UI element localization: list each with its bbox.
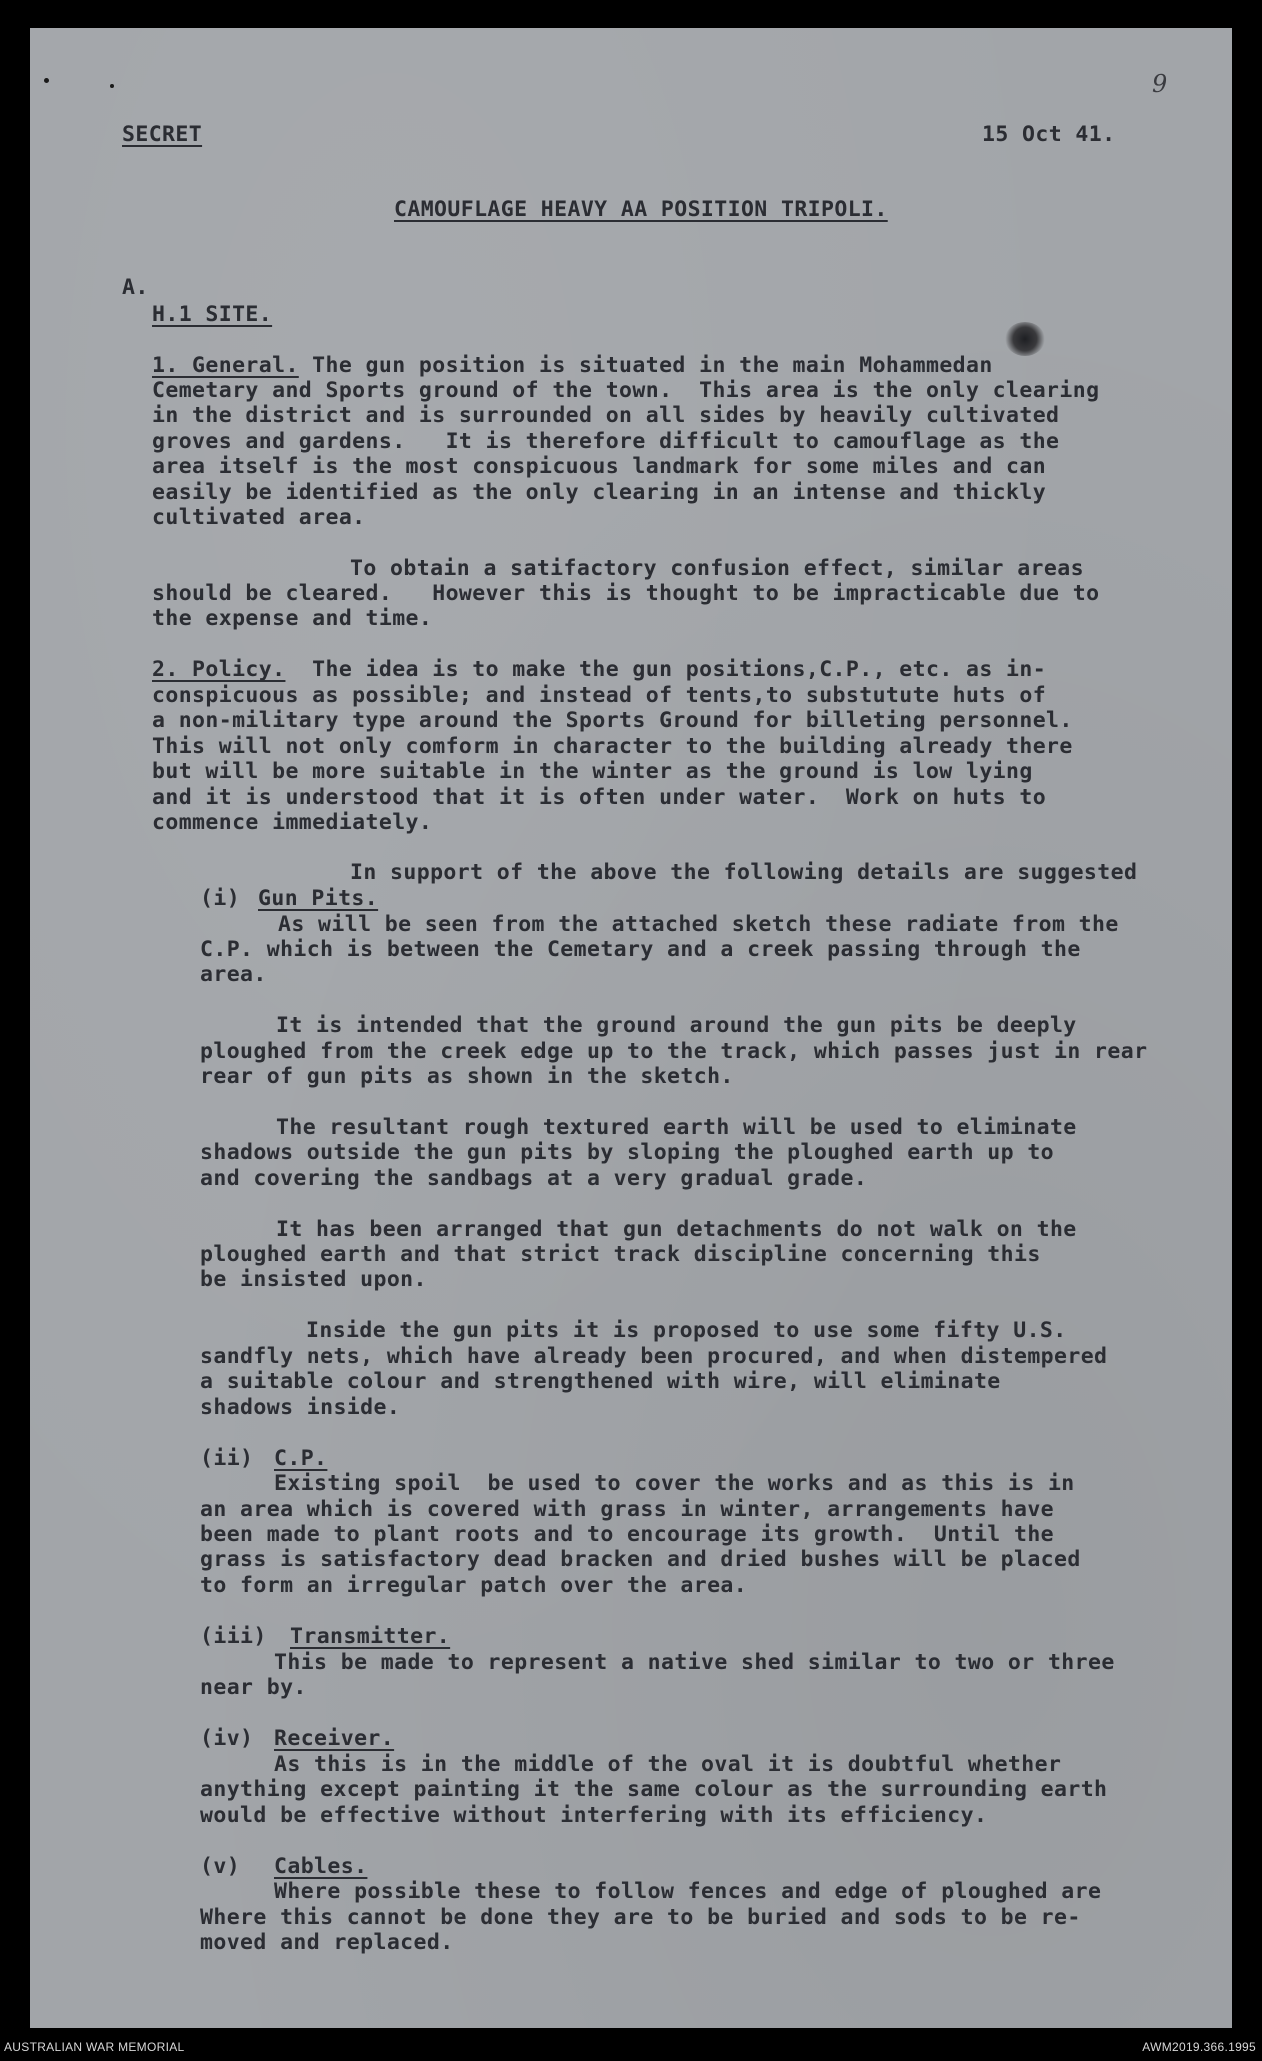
paragraph-line: grass is satisfactory dead bracken and dried bushes will be placed [200,1547,1081,1572]
punch-mark [44,78,49,83]
paragraph-line: groves and gardens. It is therefore difficult to camouflage as the [152,429,1060,454]
item-heading: Receiver. [274,1726,395,1751]
paragraph-line: This will not only comform in character to the building already there [152,734,1073,759]
paragraph-line: As will be seen from the attached sketch these radiate from the [278,912,1119,937]
paragraph-line: C.P. which is between the Cemetary and a creek passing through the [200,937,1081,962]
ink-blot [1005,322,1045,356]
paragraph-line: to form an irregular patch over the area. [200,1573,748,1598]
paragraph-line: been made to plant roots and to encourage its growth. Until the [200,1522,1055,1547]
paragraph-line: As this is in the middle of the oval it is doubtful whether [274,1752,1062,1777]
paragraph-line: area itself is the most conspicuous landmark for some miles and can [152,454,1047,479]
para-heading-general: 1. General. [152,353,299,378]
paragraph-line: Where this cannot be done they are to be buried and sods to be re- [200,1905,1081,1930]
item-heading: Cables. [274,1854,368,1879]
paragraph-line: Existing spoil be used to cover the works and as this is in [274,1471,1075,1496]
paragraph-line: in the district and is surrounded on all sides by heavily cultivated [152,403,1060,428]
para-heading-policy: 2. Policy. [152,657,286,682]
item-number: (i) [200,886,241,911]
paragraph-line: anything except painting it the same colour as the surrounding earth [200,1777,1108,1802]
paragraph-line: a suitable colour and strengthened with wire, will eliminate [200,1369,1001,1394]
paragraph-line: It is intended that the ground around the gun pits be deeply [276,1013,1077,1038]
paragraph-line: commence immediately. [152,810,433,835]
paragraph-line: ploughed from the creek edge up to the track, which passes just in rear [200,1039,1148,1064]
paragraph-line: ploughed earth and that strict track discipline concerning this [200,1242,1041,1267]
paragraph-line: an area which is covered with grass in winter, arrangements have [200,1497,1055,1522]
paragraph-line: Cemetary and Sports ground of the town. This area is the only clearing [152,378,1100,403]
paragraph-line: but will be more suitable in the winter as the ground is low lying [152,759,1033,784]
paragraph-line: It has been arranged that gun detachments do not walk on the [276,1217,1077,1242]
site-heading: H.1 SITE. [152,302,273,327]
paragraph-line: conspicuous as possible; and instead of tents,to substutute huts of [152,683,1047,708]
section-letter: A. [122,275,149,300]
paragraph-line: area. [200,962,267,987]
paragraph-line: and covering the sandbags at a very gradual grade. [200,1166,868,1191]
paragraph-line [152,353,993,378]
paragraph-line: near by. [200,1675,307,1700]
paragraph-line: would be effective without interfering with its efficiency. [200,1803,988,1828]
paragraph-line: rear of gun pits as shown in the sketch. [200,1064,734,1089]
paragraph-line [152,657,1046,682]
paragraph-line: a non-military type around the Sports Ground for billeting personnel. [152,708,1073,733]
paragraph-line: The resultant rough textured earth will be used to eliminate [276,1115,1077,1140]
footer-source: AUSTRALIAN WAR MEMORIAL [4,2040,185,2054]
paragraph-line: moved and replaced. [200,1930,454,1955]
paragraph-line: To obtain a satifactory confusion effect, similar areas [350,556,1084,581]
paragraph-line: easily be identified as the only clearing in an intense and thickly [152,480,1047,505]
paragraph-line: shadows inside. [200,1395,401,1420]
paragraph-line: Inside the gun pits it is proposed to use some fifty U.S. [306,1318,1067,1343]
paragraph-line: and it is understood that it is often under water. Work on huts to [152,785,1047,810]
paragraph-line: cultivated area. [152,505,366,530]
item-number: (v) [200,1854,241,1879]
paragraph-line: the expense and time. [152,606,433,631]
classification-label: SECRET [122,122,203,147]
item-number: (iv) [200,1726,254,1751]
paragraph-line: This be made to represent a native shed similar to two or three [274,1650,1115,1675]
paragraph-line: sandfly nets, which have already been procured, and when distempered [200,1344,1108,1369]
paragraph-line: should be cleared. However this is thought to be impracticable due to [152,581,1100,606]
item-number: (iii) [200,1624,267,1649]
footer-accession-number: AWM2019.366.1995 [1142,2040,1256,2054]
para-text: The gun position is situated in the main Mohammedan [298,353,993,378]
para-text: The idea is to make the gun positions,C.P., etc. as in- [285,657,1047,682]
item-heading: C.P. [274,1446,328,1471]
item-number: (ii) [200,1446,254,1471]
paragraph-line: shadows outside the gun pits by sloping the ploughed earth up to [200,1140,1055,1165]
paragraph-line: be insisted upon. [200,1267,427,1292]
paragraph-line: Where possible these to follow fences and edge of ploughed are [274,1879,1102,1904]
document-date: 15 Oct 41. [982,122,1116,147]
punch-mark [110,84,114,88]
folio-number: 9 [1152,70,1168,98]
item-heading: Gun Pits. [258,886,379,911]
document-title: CAMOUFLAGE HEAVY AA POSITION TRIPOLI. [394,197,888,222]
item-heading: Transmitter. [290,1624,451,1649]
support-intro: In support of the above the following details are suggested [350,860,1138,885]
